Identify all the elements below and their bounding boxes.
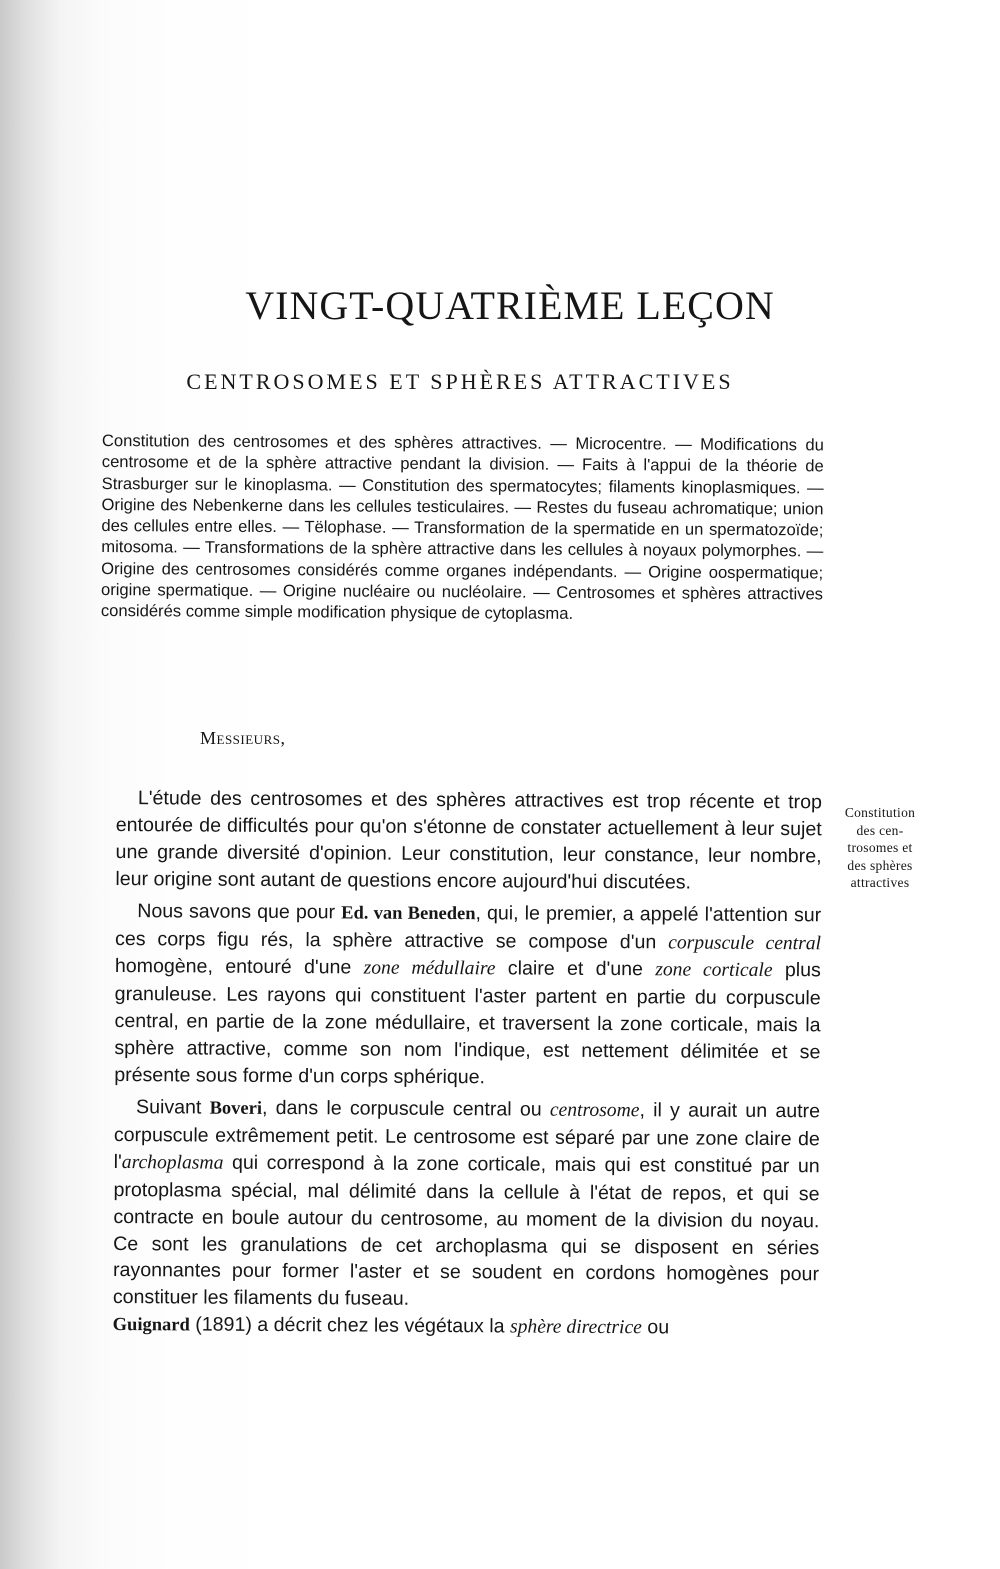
paragraph-1: L'étude des centrosomes et des sphères attractives est trop récente et trop entourée de difficultés pour qu'on s'étonne de constater actuellement à leur sujet une grande diversité d'opinion. Leur constitution, leur constance, leur nombre, leur origine sont autant de questions encore aujourd'hui discutées.	[115, 787, 822, 894]
chapter-title: VINGT-QUATRIÈME LEÇON	[245, 283, 775, 328]
paragraph-4-text: (1891) a décrit chez les végétaux la	[189, 1313, 511, 1338]
paragraph-3-text: , il y aurait un autre corpuscule extrêmement petit. Le centrosome est séparé par une zone claire de l'	[113, 1099, 821, 1173]
paragraph-2-text: Nous savons que pour	[137, 899, 342, 924]
margin-note-line: trosomes et	[847, 840, 913, 855]
chapter-subtitle: CENTROSOMES ET SPHÈRES ATTRACTIVES	[186, 369, 734, 394]
margin-note-line: des cen-	[856, 822, 904, 838]
margin-note-line: Constitution	[844, 805, 916, 820]
margin-note-line: des sphères	[847, 857, 913, 873]
body-text	[113, 785, 822, 1343]
author-name-boveri: Boveri	[209, 1098, 263, 1119]
paragraph-4	[113, 1311, 819, 1343]
paragraph-3-text: qui correspond à la zone corticale, mais qui est constitué par un protoplasma spécial, mal délimité dans la cellule à l'état de repos, et qui se contracte en boule autour du centrosome, au moment de la division du noyau. Ce sont les granulations de cet archoplasma qui se disposent en séries rayonnantes pour former l'aster et se soudent en cordons homogènes pour constituer les filaments du fuseau.	[112, 1151, 820, 1311]
term-zone-corticale: zone corticale	[655, 959, 773, 982]
paragraph-2-text: homogène, entouré d'une	[114, 955, 364, 979]
margin-note-line: attractives	[850, 875, 910, 890]
paragraph-4-text: ou	[641, 1316, 670, 1339]
margin-note	[832, 804, 928, 892]
term-corpuscule-central: corpuscule central	[668, 931, 822, 954]
term-sphere-directrice: sphère directrice	[509, 1316, 642, 1339]
salutation: Messieurs,	[200, 728, 286, 748]
paragraph-2-text: claire et d'une	[495, 957, 656, 981]
paragraph-3-text: , dans le corpuscule central ou	[261, 1096, 550, 1121]
paragraph-3-text: Suivant	[135, 1096, 210, 1119]
paragraph-3	[113, 1094, 820, 1316]
chapter-summary: Constitution des centrosomes et des sphères attractives. — Microcentre. — Modifications du centrosome et de la sphère attractive pendant la division. — Faits à l'appui de la théorie de Strasburger sur le kinoplasma. — Constitution des spermatocytes; filaments kinoplasmiques. — Origine des Nebenkerne dans les cellules testiculaires. — Restes du fuseau achromatique; union des cellules entre elles. — Tëlophase. — Transformation de la spermatide en un spermatozoïde; mitosoma. — Transformations de la sphère attractive dans les cellules à noyaux polymorphes. — Origine des centrosomes considérés comme organes indépendants. — Origine oospermatique; origine spermatique. — Origine nucléaire ou nucléolaire. — Centrosomes et sphères attractives considérés comme simple modification physique de cytoplasma.	[100, 430, 824, 624]
paragraph-2	[114, 898, 821, 1094]
paragraph-2-text: plus granuleuse. Les rayons qui constituent l'aster partent en partie du corpuscule central, en partie de la zone médullaire, et traversent la zone corticale, mais la sphère attractive, comme son nom l'indique, est nettement délimitée et se présente sous forme d'un corps sphérique.	[114, 959, 821, 1089]
author-name-van-beneden: Ed. van Beneden	[341, 903, 476, 924]
paragraph-2-text: , qui, le premier, a appelé l'attention sur ces corps figu rés, la sphère attractive se compose d'un	[114, 901, 822, 953]
author-name-guignard: Guignard	[112, 1315, 190, 1336]
term-zone-medullaire: zone médullaire	[363, 957, 496, 980]
term-archoplasma: archoplasma	[121, 1151, 224, 1174]
term-centrosome: centrosome	[549, 1099, 640, 1122]
